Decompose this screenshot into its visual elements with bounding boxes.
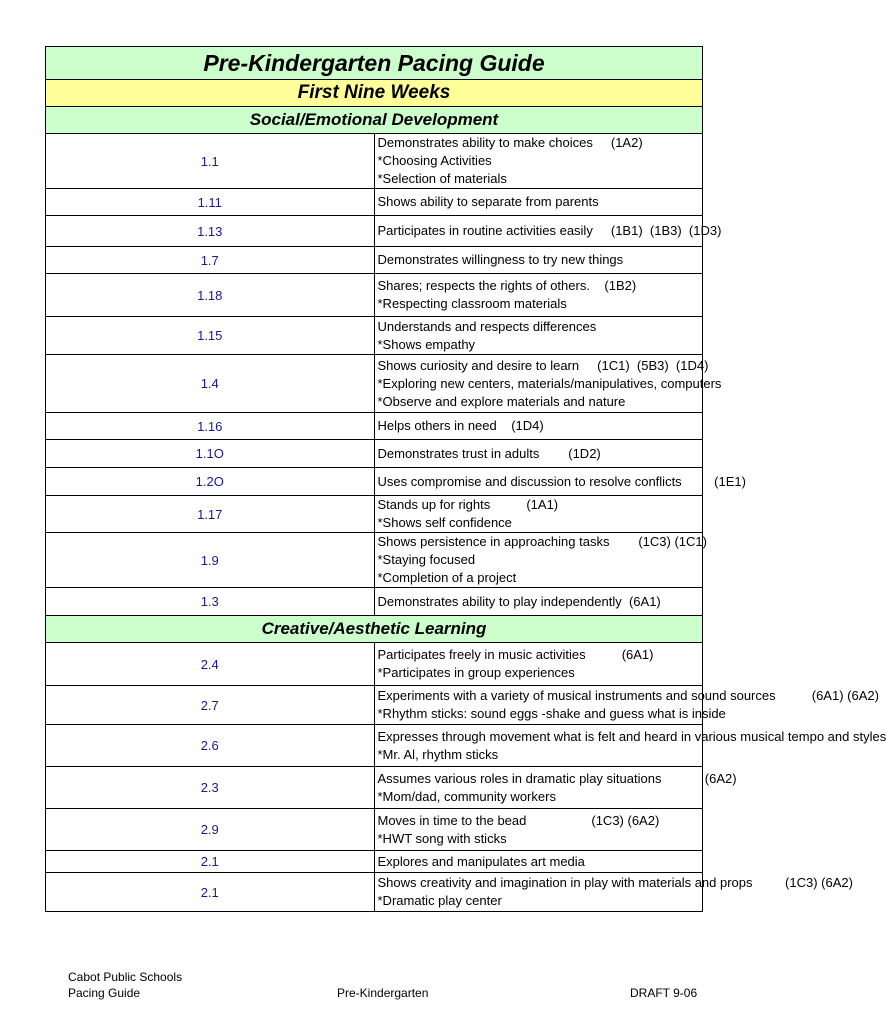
standard-number: 2.4 <box>46 643 375 686</box>
description-line: Participates in routine activities easily (1B1) (1B3) (1D3) <box>377 223 722 238</box>
table-row <box>46 725 703 767</box>
table-row <box>46 274 703 317</box>
description-line: Demonstrates ability to play independently (6A1) <box>377 593 661 609</box>
standard-number: 1.11 <box>46 189 375 216</box>
page-subtitle: First Nine Weeks <box>46 80 703 107</box>
table-row <box>46 317 703 355</box>
description-line: Shows ability to separate from parents <box>377 194 599 209</box>
table-row <box>46 873 703 912</box>
section-heading-row <box>46 616 703 643</box>
standard-number: 1.1 <box>46 134 375 189</box>
standard-description <box>374 355 722 413</box>
table-row <box>46 413 703 440</box>
standard-description <box>374 851 703 873</box>
description-line: *Mr. Al, rhythm sticks <box>377 746 499 762</box>
description-line: *Mom/dad, community workers <box>377 788 556 804</box>
description-line: *Shows empathy <box>377 336 476 352</box>
table-row <box>46 216 703 247</box>
description-line: Uses compromise and discussion to resolve conflicts (1E1) <box>377 473 746 489</box>
page-title: Pre-Kindergarten Pacing Guide <box>46 47 703 80</box>
standard-number: 1.1O <box>46 440 375 468</box>
description-line: *Rhythm sticks: sound eggs -shake and guess what is inside <box>377 706 726 721</box>
table-row <box>46 468 703 496</box>
description-line: Understands and respects differences <box>377 318 597 334</box>
table-row <box>46 767 703 809</box>
standard-number: 1.13 <box>46 216 375 247</box>
standard-number: 2.6 <box>46 725 375 767</box>
description-line: Moves in time to the bead (1C3) (6A2) <box>377 812 660 828</box>
footer-left <box>68 969 182 1001</box>
description-line: Assumes various roles in dramatic play situations (6A2) <box>377 770 737 786</box>
standard-description <box>374 496 703 533</box>
description-line: *HWT song with sticks <box>377 830 507 846</box>
description-line: Explores and manipulates art media <box>377 853 585 869</box>
table-row <box>46 851 703 873</box>
section-heading: Creative/Aesthetic Learning <box>46 616 703 643</box>
description-line: Demonstrates willingness to try new things <box>377 252 624 267</box>
title-row <box>46 47 703 80</box>
standard-description <box>374 317 703 355</box>
standard-description <box>374 440 703 468</box>
description-line: *Selection of materials <box>377 171 507 186</box>
description-line: *Staying focused <box>377 552 476 567</box>
footer-right: DRAFT 9-06 <box>630 986 698 1000</box>
description-line: Demonstrates trust in adults (1D2) <box>377 445 601 461</box>
standard-description <box>374 274 703 317</box>
footer-center: Pre-Kindergarten <box>337 986 429 1000</box>
description-line: Shows persistence in approaching tasks (1C3) (1C1) <box>377 534 707 549</box>
standard-number: 1.4 <box>46 355 375 413</box>
standard-description <box>374 809 703 851</box>
table-row <box>46 643 703 686</box>
table-row <box>46 189 703 216</box>
section-heading: Social/Emotional Development <box>46 107 703 134</box>
standard-number: 2.1 <box>46 851 375 873</box>
description-line: *Respecting classroom materials <box>377 296 567 311</box>
standard-number: 1.15 <box>46 317 375 355</box>
description-line: *Shows self confidence <box>377 515 512 530</box>
description-line: Shows curiosity and desire to learn (1C1) (5B3) (1D4) <box>377 357 709 373</box>
description-line: Participates freely in music activities (6A1) <box>377 647 654 662</box>
standard-number: 1.7 <box>46 247 375 274</box>
description-line: Expresses through movement what is felt and heard in various musical tempo and styles <box>377 728 886 744</box>
description-line: *Participates in group experiences <box>377 665 575 680</box>
standard-number: 2.3 <box>46 767 375 809</box>
table-row <box>46 440 703 468</box>
table-row <box>46 588 703 616</box>
table-row <box>46 247 703 274</box>
standard-number: 1.18 <box>46 274 375 317</box>
standard-description <box>374 247 703 274</box>
standard-description <box>374 873 853 912</box>
description-line: *Exploring new centers, materials/manipulatives, computers <box>377 375 722 391</box>
standard-number: 2.9 <box>46 809 375 851</box>
description-line: Helps others in need (1D4) <box>377 418 544 433</box>
description-line: *Observe and explore materials and nature <box>377 393 626 409</box>
table-row <box>46 686 703 725</box>
section-heading-row <box>46 107 703 134</box>
description-line: *Completion of a project <box>377 570 517 585</box>
description-line: *Dramatic play center <box>377 893 502 908</box>
table-row <box>46 533 703 588</box>
standard-number: 2.7 <box>46 686 375 725</box>
description-line: Shares; respects the rights of others. (1B2) <box>377 278 637 293</box>
standard-number: 1.3 <box>46 588 375 616</box>
table-row <box>46 134 703 189</box>
description-line: Experiments with a variety of musical instruments and sound sources (6A1) (6A2) <box>377 688 879 703</box>
description-line: Demonstrates ability to make choices (1A2) <box>377 135 643 150</box>
standard-description <box>374 413 703 440</box>
standard-description <box>374 686 879 725</box>
footer-school: Cabot Public Schools <box>68 970 183 984</box>
table-row <box>46 355 703 413</box>
standard-description <box>374 134 703 189</box>
standard-description <box>374 216 722 247</box>
description-line: *Choosing Activities <box>377 153 492 168</box>
standard-number: 1.9 <box>46 533 375 588</box>
standard-description <box>374 533 707 588</box>
standard-description <box>374 189 703 216</box>
table-row <box>46 809 703 851</box>
standard-number: 2.1 <box>46 873 375 912</box>
standard-description <box>374 725 886 767</box>
subtitle-row <box>46 80 703 107</box>
standard-description <box>374 588 703 616</box>
standard-description <box>374 643 703 686</box>
footer-guide: Pacing Guide <box>68 986 141 1000</box>
table-row <box>46 496 703 533</box>
pacing-guide-table <box>45 46 886 912</box>
description-line: Stands up for rights (1A1) <box>377 497 559 512</box>
standard-description <box>374 468 746 496</box>
description-line: Shows creativity and imagination in play with materials and props (1C3) (6A2) <box>377 875 853 890</box>
standard-number: 1.17 <box>46 496 375 533</box>
standard-number: 1.16 <box>46 413 375 440</box>
standard-description <box>374 767 737 809</box>
standard-number: 1.2O <box>46 468 375 496</box>
